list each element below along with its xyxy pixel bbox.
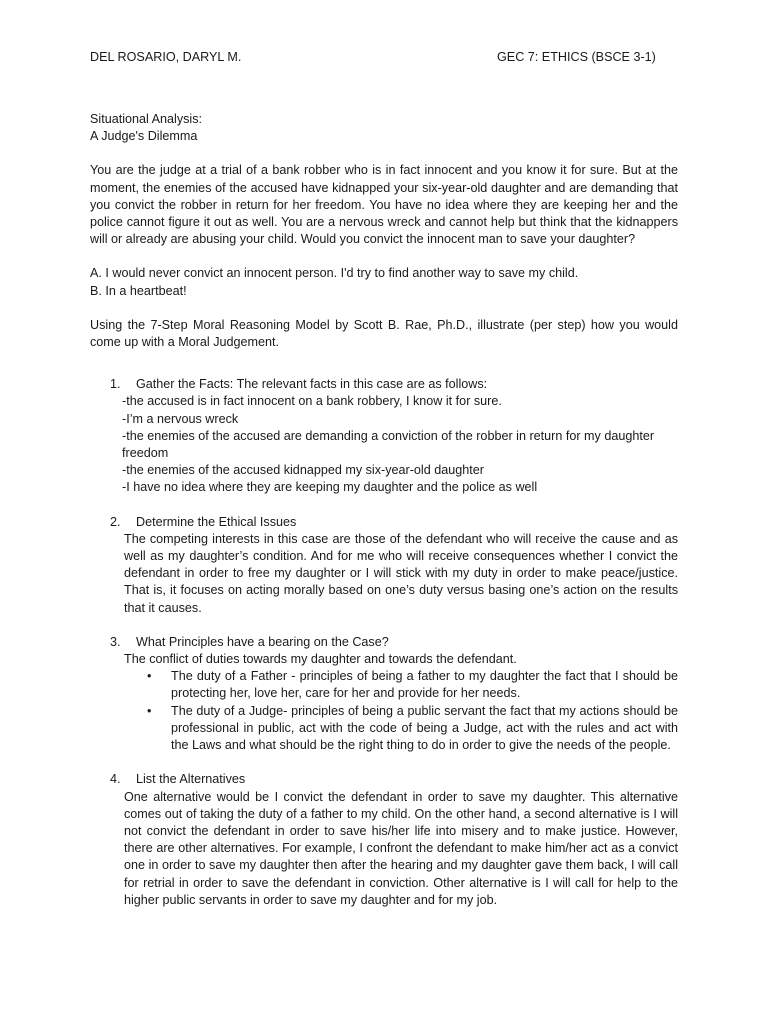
fact-item: -I have no idea where they are keeping my daughter and the police as well bbox=[122, 480, 538, 495]
option-b: B. In a heartbeat! bbox=[90, 283, 187, 298]
step-text: One alternative would be I convict the defendant in order to save my daughter. This alternative comes out of taking the duty of a father to my child. On the other hand, a second alternative is I will not convict the defendant in order to save his/her life into misery and to make justice. However, there are other alternatives. For example, I confront the defendant to make him/her act as a convict one in order to save my daughter then after the hearing and my daughter gave them back, I will call for retrial in order to save the defendant in conviction. Other alternative is I will call for help to the higher public servants in order to save my daughter and for my job. bbox=[124, 789, 678, 907]
step-title: List the Alternatives bbox=[136, 772, 246, 787]
list-item bbox=[145, 668, 678, 702]
step-number: 2. bbox=[110, 514, 121, 529]
principle-text: The duty of a Father - principles of being a father to my daughter the fact that I should be protecting her, love her, care for her and provide for her needs. bbox=[171, 669, 678, 701]
fact-item: -the enemies of the accused are demanding a conviction of the robber in return for my daughter freedom bbox=[122, 428, 655, 461]
fact-item: -I’m a nervous wreck bbox=[122, 411, 239, 426]
step-title: Gather the Facts: The relevant facts in this case are as follows: bbox=[136, 377, 488, 392]
step-title: Determine the Ethical Issues bbox=[136, 514, 297, 529]
document-body bbox=[90, 111, 678, 909]
step-text: The competing interests in this case are those of the defendant who will receive the cause and as well as my daughter’s condition. And for me who will receive consequences whether I convict the defendant in order to free my daughter or I will stick with my duty in order to make peace/justice. That is, it focuses on acting morally based on one’s duty versus basing one’s action on the results that it causes. bbox=[124, 531, 678, 615]
step-4 bbox=[90, 771, 678, 909]
step-1 bbox=[90, 376, 678, 496]
principles-list bbox=[145, 668, 678, 754]
step-3 bbox=[90, 634, 678, 754]
step-number: 1. bbox=[110, 377, 121, 392]
facts-list bbox=[122, 393, 678, 496]
course-code: GEC 7: ETHICS (BSCE 3-1) bbox=[497, 50, 656, 64]
document-title bbox=[90, 111, 678, 145]
step-number: 3. bbox=[110, 634, 121, 649]
step-title: What Principles have a bearing on the Case? bbox=[136, 634, 389, 649]
step-number: 4. bbox=[110, 772, 121, 787]
fact-item: -the accused is in fact innocent on a bank robbery, I know it for sure. bbox=[122, 394, 502, 409]
fact-item: -the enemies of the accused kidnapped my six-year-old daughter bbox=[122, 463, 484, 478]
list-item bbox=[145, 703, 678, 755]
student-name: DEL ROSARIO, DARYL M. bbox=[90, 50, 242, 64]
option-a: A. I would never convict an innocent person. I'd try to find another way to save my child. bbox=[90, 266, 579, 281]
title-line-2: A Judge's Dilemma bbox=[90, 129, 198, 144]
bullet-icon: • bbox=[147, 669, 152, 684]
step-2 bbox=[90, 514, 678, 617]
bullet-icon: • bbox=[147, 703, 152, 718]
scenario-paragraph: You are the judge at a trial of a bank robber who is in fact innocent and you know it for sure. But at the moment, the enemies of the accused have kidnapped your six-year-old daughter and are demanding that you convict the robber in return for her freedom. You have no idea where they are keeping her and the police cannot figure it out as well. You are a nervous wreck and cannot help but think that the kidnappers will or already are abusing your child. Would you convict the innocent man to save your daughter? bbox=[90, 163, 678, 247]
title-line-1: Situational Analysis: bbox=[90, 112, 203, 126]
principle-text: The duty of a Judge- principles of being a public servant the fact that my actions should be professional in public, act with the code of being a Judge, act with the rules and act with the Laws and what should be the right thing to do in order to give the needs of the people. bbox=[171, 703, 678, 753]
step-text: The conflict of duties towards my daughter and towards the defendant. bbox=[124, 652, 517, 667]
instruction-paragraph: Using the 7-Step Moral Reasoning Model by Scott B. Rae, Ph.D., illustrate (per step) how you would come up with a Moral Judgement. bbox=[90, 317, 678, 350]
